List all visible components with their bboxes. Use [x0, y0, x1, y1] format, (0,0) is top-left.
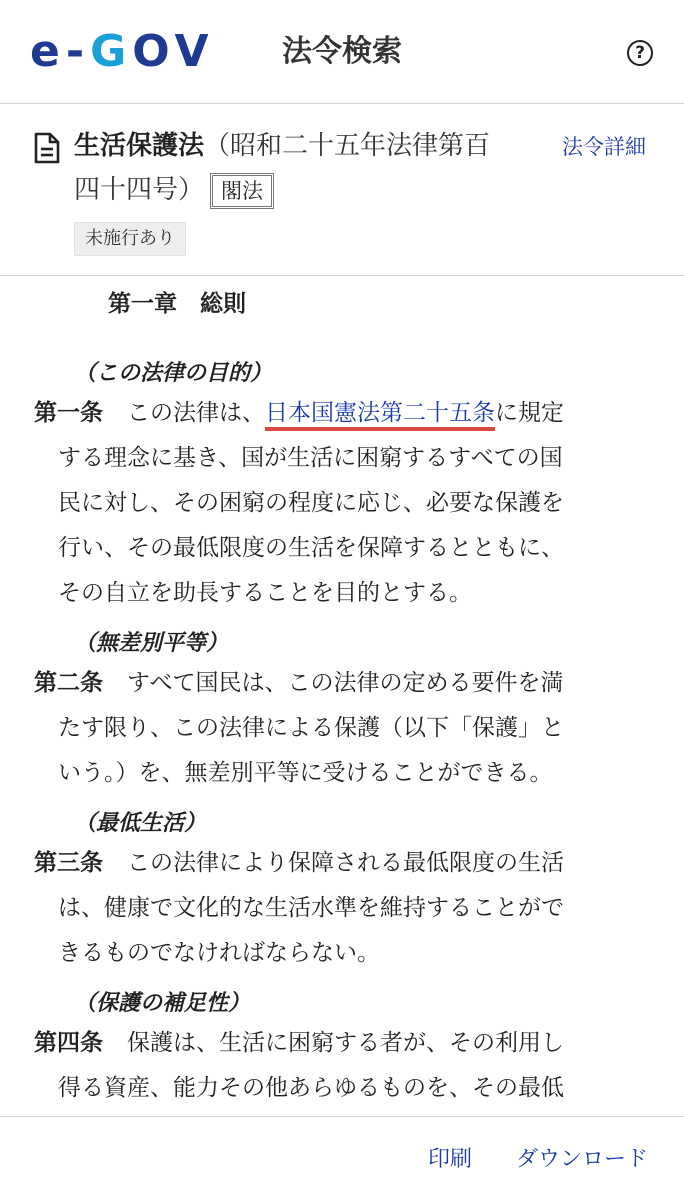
logo-text: e-GOV: [30, 26, 215, 77]
law-title-block: [0, 104, 684, 276]
article-body: [34, 841, 634, 976]
article-line: [34, 1021, 634, 1066]
download-button[interactable]: ダウンロード: [516, 1147, 649, 1172]
document-icon: [34, 132, 60, 164]
article-text: 保護は、生活に困窮する者が、その利用し: [127, 1030, 564, 1056]
article-number: 第四条: [34, 1030, 103, 1056]
app-header: [0, 0, 684, 104]
article-line: 得る資産、能力その他あらゆるものを、その最低: [58, 1075, 564, 1101]
egov-logo[interactable]: [30, 26, 215, 77]
article-line: [34, 841, 634, 886]
law-title: [74, 124, 544, 212]
article-text: この法律により保障される最低限度の生活: [127, 850, 564, 876]
status-badge: 未施行あり: [74, 222, 186, 256]
article-text: すべて国民は、この法律の定める要件を満: [127, 670, 564, 696]
article-caption: （この法律の目的）: [74, 361, 273, 386]
law-type-badge: 閣法: [210, 173, 274, 209]
article-number: 第三条: [34, 850, 103, 876]
law-number-line2: 四十四号）: [74, 175, 205, 205]
article-body: [34, 1021, 634, 1111]
article-line: する理念に基き、国が生活に困窮するすべての国: [58, 445, 563, 471]
app-subtitle: 法令検索: [282, 34, 402, 69]
article-line: いう。）を、無差別平等に受けることができる。: [58, 760, 553, 786]
article-caption: （無差別平等）: [74, 631, 229, 656]
footer-toolbar: [0, 1116, 684, 1200]
article-line: [34, 391, 634, 436]
constitution-article-25-link[interactable]: 日本国憲法第二十五条: [265, 400, 495, 431]
chapter-heading: 第一章 総則: [108, 291, 246, 317]
article-body: [34, 661, 634, 796]
law-detail-link[interactable]: 法令詳細: [562, 135, 646, 159]
print-button[interactable]: 印刷: [428, 1147, 473, 1172]
law-text-body: [0, 276, 684, 1116]
article-text: に規定: [495, 400, 564, 426]
article-caption: （最低生活）: [74, 811, 207, 836]
article-line: 行い、その最低限度の生活を保障するとともに、: [58, 535, 564, 561]
article-line: たす限り、この法律による保護（以下「保護」と: [58, 715, 564, 741]
article-line: 民に対し、その困窮の程度に応じ、必要な保護を: [58, 490, 564, 516]
article-line: その自立を助長することを目的とする。: [58, 580, 472, 606]
article-number: 第一条: [34, 400, 103, 426]
article-body: [34, 391, 634, 616]
article-line: は、健康で文化的な生活水準を維持することがで: [58, 895, 564, 921]
article-number: 第二条: [34, 670, 103, 696]
law-name: 生活保護法: [74, 131, 205, 161]
article-line: きるものでなければならない。: [58, 940, 380, 966]
law-number-line1: （昭和二十五年法律第百: [204, 131, 491, 161]
article-text: この法律は、: [127, 400, 265, 426]
article-line: [34, 661, 634, 706]
article-caption: （保護の補足性）: [74, 991, 251, 1016]
help-icon[interactable]: ?: [627, 40, 653, 66]
